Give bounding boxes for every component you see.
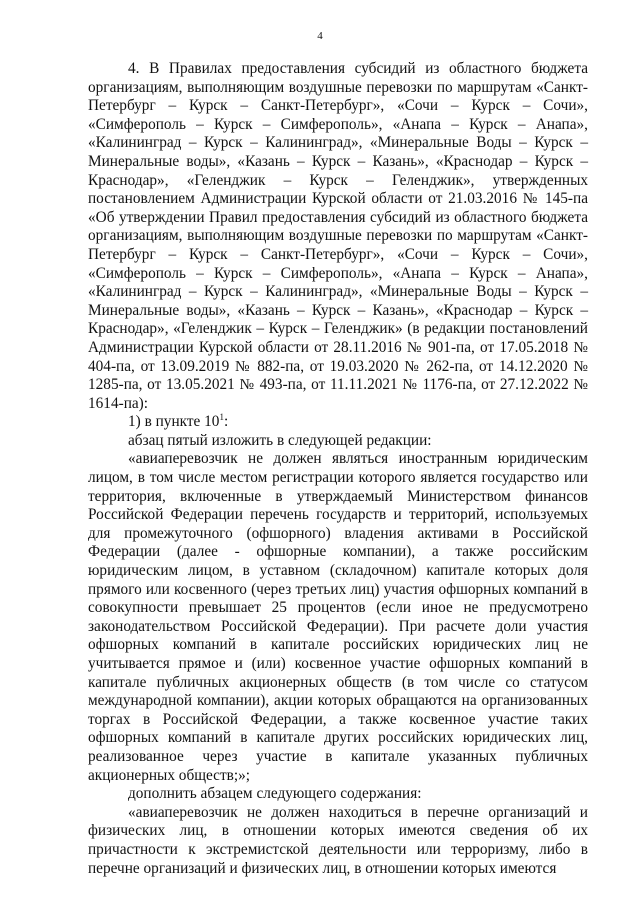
paragraph-clause-1 [88, 413, 588, 432]
paragraph-amendment-intro: 4. В Правилах предоставления субсидий из областного бюджета организациям, выполняющим воздушные перевозки по маршрутам «Санкт-Петербург – Курск – Санкт-Петербург», «Сочи – Курск – Сочи», «Симферополь – Курск – Симферополь», «Анапа – Курск – Анапа», «Калининград – Курск – Калининград», «Минеральные Воды – Курск – Минеральные воды», «Казань – Курск – Казань», «Краснодар – Курск – Краснодар», «Геленджик – Курск – Геленджик», утвержденных постановлением Администрации Курской области от 21.03.2016 № 145-па «Об утверждении Правил предоставления субсидий из областного бюджета организациям, выполняющим воздушные перевозки по маршрутам «Санкт-Петербург – Курск – Санкт-Петербург», «Сочи – Курск – Сочи», «Симферополь – Курск – Симферополь», «Анапа – Курск – Анапа», «Калининград – Курск – Калининград», «Минеральные Воды – Курск – Минеральные воды», «Казань – Курск – Казань», «Краснодар – Курск – Краснодар», «Геленджик – Курск – Геленджик» (в редакции постановлений Администрации Курской области от 28.11.2016 № 901-па, от 17.05.2018 № 404-па, от 13.09.2019 № 882-па, от 19.03.2020 № 262-па, от 14.12.2020 № 1285-па, от 13.05.2021 № 493-па, от 11.11.2021 № 1176-па, от 27.12.2022 № 1614-па): [88, 60, 588, 412]
document-body [88, 60, 588, 878]
paragraph-instruction-add: дополнить абзацем следующего содержания: [128, 785, 422, 803]
page-number: 4 [317, 30, 323, 42]
paragraph-instruction-fifth: абзац пятый изложить в следующей редакции: [128, 431, 432, 449]
paragraph-quote-offshore: «авиаперевозчик не должен являться иностранным юридическим лицом, в том числе местом регистрации которого является государство или территория, включенные в утверждаемый Министерством финансов Российской Федерации перечень государств и территорий, используемых для промежуточного (офшорного) владения активами в Российской Федерации (далее - офшорные компании), а также российским юридическим лицом, в уставном (складочном) капитале которых доля прямого или косвенного (через третьих лиц) участия офшорных компаний в совокупности превышает 25 процентов (если иное не предусмотрено законодательством Российской Федерации). При расчете доли участия офшорных компаний в капитале российских юридических лиц не учитывается прямое и (или) косвенное участие офшорных компаний в капитале публичных акционерных обществ (в том числе со статусом международной компании), акции которых обращаются на организованных торгах в Российской Федерации, а также косвенное участие таких офшорных компаний в капитале других российских юридических лиц, реализованное через участие в капитале указанных публичных акционерных обществ;»; [88, 450, 588, 784]
clause-1-text: 1) в пункте 10 [128, 413, 220, 431]
paragraph-quote-extremism: «авиаперевозчик не должен находиться в перечне организаций и физических лиц, в отношении которых имеются сведения об их причастности к экстремистской деятельности или терроризму, либо в перечне организаций и физических лиц, в отношении которых имеются [88, 803, 588, 877]
clause-1-superscript: 1 [219, 412, 224, 423]
clause-1-colon: : [223, 413, 229, 431]
